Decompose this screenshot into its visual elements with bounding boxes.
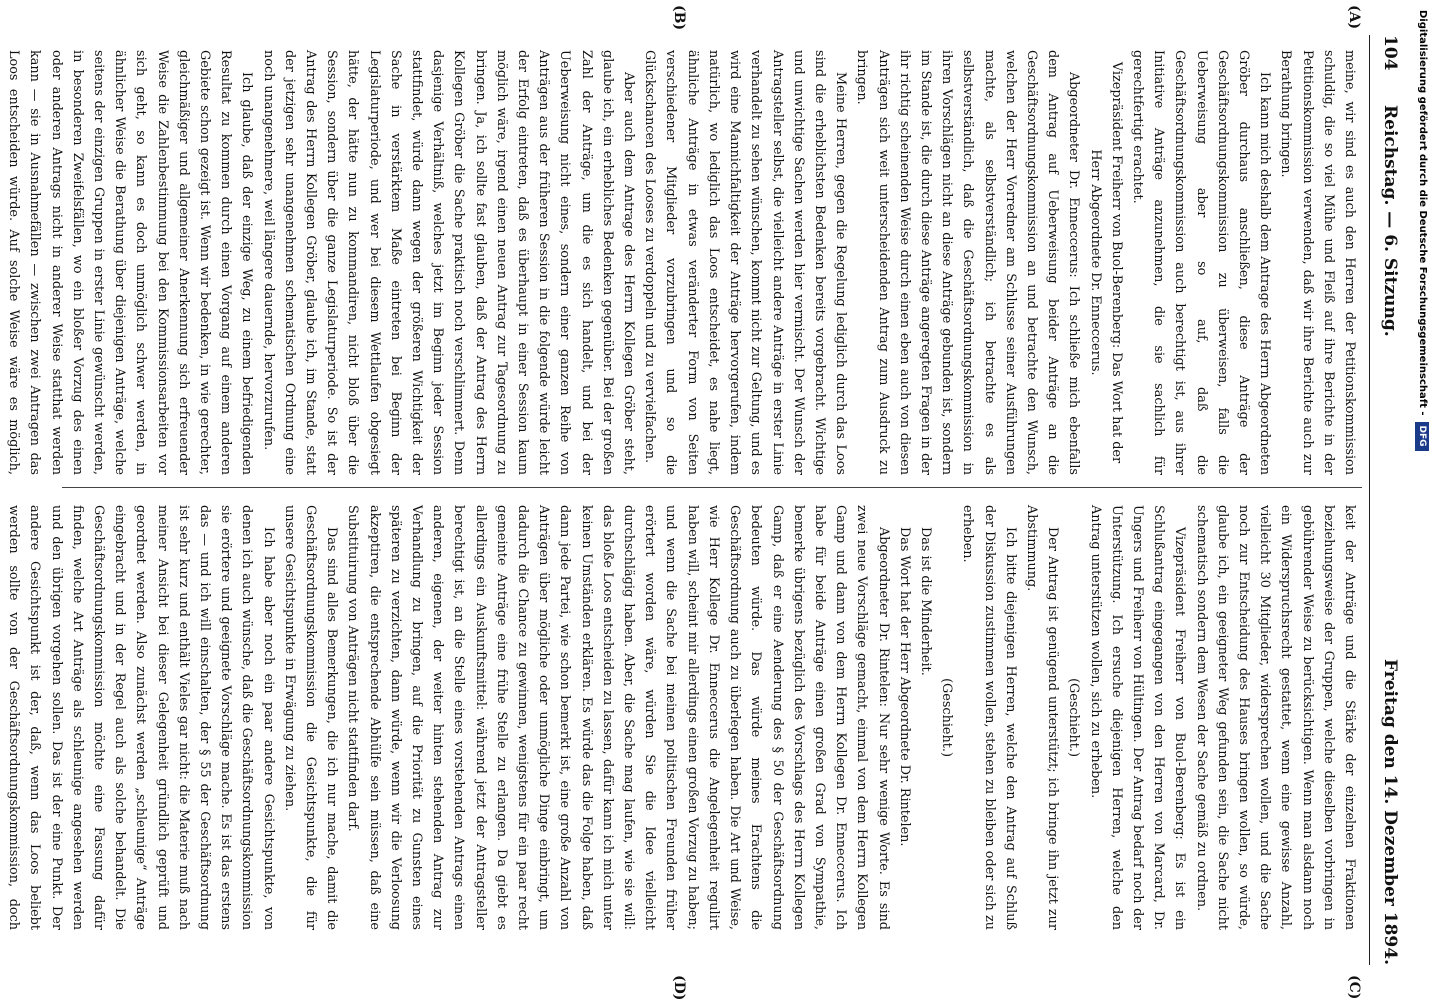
- page-number: 104: [1380, 35, 1400, 71]
- paragraph: Ich bitte diejenigen Herren, welche den Antrag auf Schluß der Diskussion zustimmen wollen, stehen zu bleiben oder sich zu erheben.: [960, 505, 1018, 930]
- paragraph: Das ist die Minderheit.: [917, 527, 933, 676]
- paragraph: (Geschieht.): [939, 678, 955, 757]
- text-column-left: [6, 50, 1360, 475]
- document-page: [6, 5, 1402, 1000]
- paragraph: Meine Herren, gegen die Regelung lediglich durch das Loos sind die erheblichsten Bedenken bereits vorgebracht. Wichtige und unwichtige Sachen werden hier vermischt. Der Wunsch der Antragsteller selbst, die vielleicht andere Anträge in erster Linie verhandelt zu sehen wünschen, kommt nicht zur Geltung, und es wird eine Mannichfaltigkeit der Anträge hervorgerufen, indem natürlich, wo lediglich das Loos entscheidet, es nahe liegt, ähnliche Anträge in etwas veränderter Form von Seiten verschiedener Mitglieder vorzubringen und so die Glückschancen des Looses zu verdoppeln und zu vervielfachen.: [642, 50, 849, 475]
- paragraph: Vizepräsident Freiherr von Buol-Berenberg: Es ist ein Schlußantrag eingegangen von den Herren von Marcard, Dr. Ungers und Freiherr von Hültingen. Der Antrag bedarf noch der Unterstützung. Ich ersuche diejenigen Herren, welche den Antrag unterstützen wollen, sich zu erheben.: [1087, 505, 1188, 930]
- header-left-title: Reichstag. — 6. Sitzung.: [1380, 105, 1400, 337]
- page-header: [1372, 35, 1402, 965]
- paragraph: Ich kann mich deshalb dem Antrage des Herrn Abgeordneten Gröber durchaus anschließen, diese Anträge der Geschäftsordnungskommission zu überweisen, falls die Ueberweisung aber so auf, daß die Geschäftsordnungskommission auch berechtigt ist, aus ihrer Initiative Anträge anzunehmen, die sie sachlich für gerechtfertigt erachtet.: [1129, 50, 1273, 475]
- credit-text: Digitalisierung gefördert durch die Deutsche Forschungsgemeinschaft -: [1417, 10, 1428, 416]
- paragraph: Aber auch dem Antrage des Herrn Kollegen Gröber steht, glaube ich, ein erhebliches Bedenken gegenüber. Bei der großen Zahl der Anträge, um die es sich handelt, und bei der Ueberweisung nicht eines, sondern einer ganzen Reihe von Anträgen aus der früheren Session in die folgende würde leicht der Erfolg eintreten, daß es überhaupt in einer Session kaum möglich wäre, irgend einen neuen Antrag zur Tagesordnung zu bringen. Ja, ich sollte fast glauben, daß der Antrag des Herrn Kollegen Gröber die Sache praktisch noch verschlimmert. Denn dasjenige Verhältniß, welches jetzt im Beginn jeder Session stattfindet, würde dann wegen der größeren Wichtigkeit der Sache in verstärktem Maße eintreten bei Beginn der Legislaturperiode, und wer bei diesem Wettlaufen obgesiegt hätte, der hätte nun zu kommandiren, nicht bloß über die Session, sondern über die ganze Legislaturperiode. So ist der Antrag des Herrn Kollegen Gröber, glaube ich, im Stande, statt der jetzigen sehr unangenehmen schematischen Ordnung eine noch unangenehmere, weil längere dauernde, hervorzurufen.: [260, 50, 637, 475]
- margin-marker-c: (C): [1346, 975, 1362, 1000]
- paragraph: Der Antrag ist genügend unterstützt; ich bringe ihn jetzt zur Abstimmung.: [1023, 505, 1061, 930]
- dfg-logo: DFG: [1415, 422, 1429, 451]
- paragraph: Das Wort hat der Herr Abgeordnete Dr. Rintelen.: [896, 527, 912, 847]
- header-rule: [1369, 35, 1370, 965]
- paragraph: Ich glaube, daß der einzige Weg, zu einem befriedigenden Resultat zu kommen durch einen Vorgang auf einem anderen Gebiete schon gezeigt ist. Wenn wir bedenken, in wie gerechter, gleichmäßiger und allgemeiner Anerkennung sich erfreuender Weise die Zahlenbestimmung bei den Kommissionsarbeiten vor sich geht, so kann es doch unmöglich schwer werden, in ähnlicher Weise die Berathung über diejenigen Anträge, welche seitens der einzigen Gruppen in erster Linie gewünscht werden, in besonderen Zweifelsfällen, wo ein bloßer Vorzug des einen oder anderen Antrags nicht in anderer Weise statthat werden kann — sie in Ausnahmefällen — zwischen zwei Antragen das Loos entscheiden würde. Auf solche Weise wäre es möglich,: [6, 50, 255, 475]
- column-divider: [62, 487, 1362, 488]
- paragraph: Vizepräsident Freiherr von Buol-Berenberg: Das Wort hat der Herr Abgeordnete Dr. Enneccerus.: [1087, 61, 1124, 464]
- paragraph: Abgeordneter Dr. Enneccerus: Ich schließe mich ebenfalls dem Antrag auf Ueberweisung beider Anträge an die Geschäftsordnungskommission an und betrachte den Wunsch, welchen der Herr Vorredner am Schlusse seiner Ausführungen machte, als selbstverständlich; ich betrachte es als selbstverständlich, daß die Geschäftsordnungskommission in ihren Vorschlägen nicht an diese Anträge gebunden ist, sondern im Stande ist, die durch diese Anträge angeregten Fragen in der ihr richtig scheinenden Weise durch einen eben auch von diesen Anträgen sich weit unterscheidenden Antrag zum Ausdruck zu bringen.: [854, 50, 1082, 475]
- paragraph: Das sind alles Bemerkungen, die ich nur mache, damit die Geschäftsordnungskommission die Gesichtspunkte, die für unsere Gesichtspunkte in Erwägung zu ziehen.: [281, 505, 340, 930]
- paragraph: (Geschieht.): [1066, 678, 1082, 757]
- paragraph: meine, wir sind es auch den Herren der Petitionskommission schuldig, die so viel Mühe und Fleiß auf ihre Berichte in der Petitionskommission verwenden, daß wir ihre Berichte auch zur Berathung bringen.: [1278, 50, 1357, 475]
- margin-marker-d: (D): [671, 975, 687, 1000]
- margin-marker-a: (A): [1346, 5, 1362, 30]
- paragraph: Ich habe aber noch ein paar andere Gesichtspunkte, von denen ich auch wünsche, daß die Geschäftsordnungskommission sie erörtere und geeignete Vorschläge mache. Es ist das erstens das — und ich will einschalten, der § 55 der Geschäftsordnung ist sehr kurz und enthält Vieles gar nicht: die Materie muß nach meiner Ansicht bei dieser Gelegenheit gründlich geprüft und geordnet werden. Also zunächst werden „schleunige“ Anträge eingebracht und in der Regel auch als solche behandelt. Die Geschäftsordnungskommission möchte eine Fassung dafür finden, welche Art Anträge als schleunige angesehen werden und den übrigen vorgehen sollen. Das ist der eine Punkt. Der andere Gesichtspunkt ist der, daß, wenn das Loos beliebt werden sollte von der Geschäftsordnungskommission, doch: [6, 505, 276, 930]
- paragraph: keit der Anträge und die Stärke der einzelnen Fraktionen beziehungsweise der Gruppen, welche dieselben vorbringen in gebührender Weise zu berücksichtigen. Wenn man alsdann noch ein Widerspruchsrecht gestattet, wenn eine gewisse Anzahl, vielleicht 30 Mitglieder, widersprechen wollen, und die Sache noch zur Entscheidung des Hauses bringen wollen, so würde, glaube ich, ein geeigneter Weg gefunden sein, die Sache nicht schematisch sondern dem Wesen der Sache gemäß zu ordnen.: [1193, 505, 1357, 930]
- paragraph: Abgeordneter Dr. Rintelen: Nur sehr wenige Worte. Es sind zwei neue Vorschläge gemacht, einmal von dem Herrn Kollegen Gamp und dann von dem Herrn Kollegen Dr. Enneccerus. Ich habe für beide Anträge einen großen Grad von Sympathie, bemerke übrigens bezüglich des Vorschlags des Herrn Kollegen Gamp, daß er eine Aenderung des § 50 der Geschäftsordnung bedeuten würde. Das würde meines Erachtens die Geschäftsordnung auch zu überlegen haben. Die Art und Weise, wie Herr Kollege Dr. Enneccerus die Angelegenheit regulirt haben will, scheint mir allerdings einen großen Vorzug zu haben; und wenn die Sache bei meinen politischen Freunden früher erörtert worden wäre, würden Sie die Idee vielleicht durchschlägig haben. Aber, die Sache mag laufen, wie sie will: das bloße Loos entscheiden zu lassen, dafür kann ich mich unter keinen Umständen erklären. Es würde das die Folge haben, daß dann jede Partei, wie schon bemerkt ist, eine große Anzahl von Anträgen über mögliche oder unmögliche Dinge einbringt, um dadurch die Chance zu gewinnen, wenigstens für ein paar recht gemeinte Anträge eine frühe Stelle zu erlangen. Da giebt es allerdings ein Auskunftsmittel: während jetzt der Antragsteller berechtigt ist, an die Stelle eines vorstehenden Antrags einen anderen, eigenen, der weiter hinten stehenden Antrag zur Verhandlung zu bringen, auf die Priorität zu Gunsten eines späteren zu verzichten, dann würde, wenn wir die Verloosung akzeptiren, die entsprechende Abhülfe sein müssen, daß eine Substituirung von Anträgen nicht stattfinden darf.: [345, 505, 891, 930]
- margin-marker-b: (B): [671, 5, 687, 31]
- header-right-title: Freitag den 14. Dezember 1894.: [1380, 659, 1400, 965]
- text-column-right: [6, 505, 1360, 930]
- digitization-credit: [1414, 10, 1430, 990]
